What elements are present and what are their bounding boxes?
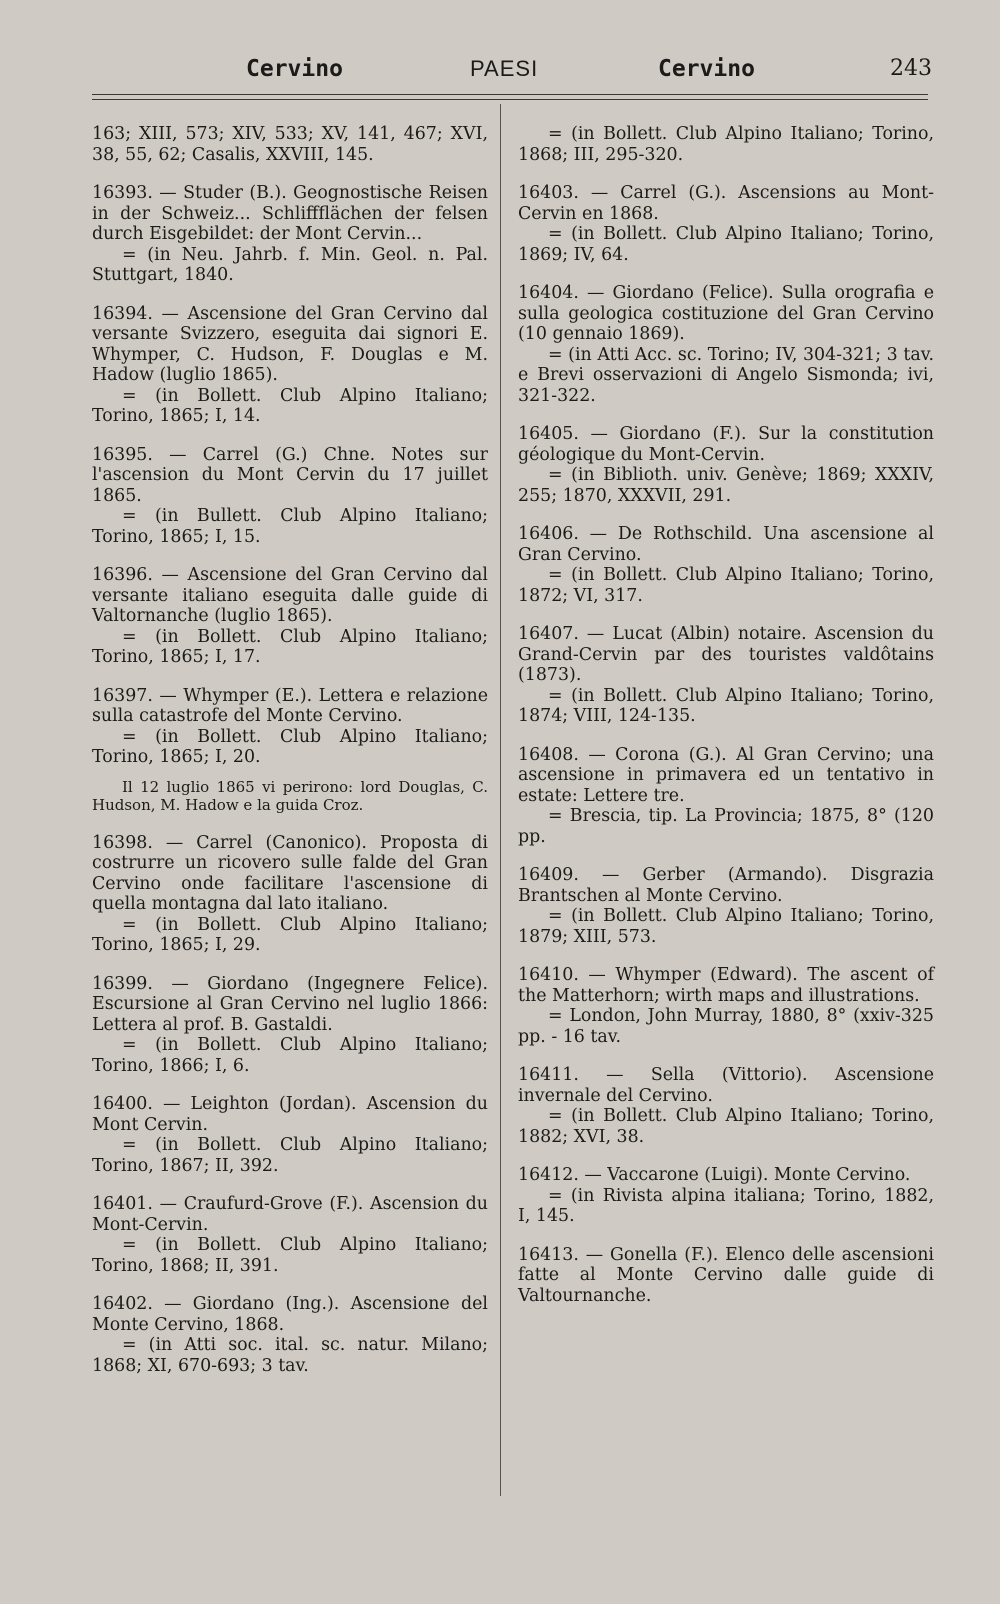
- entry-text: 16405. — Giordano (F.). Sur la constitution géologique du Mont-Cervin.: [518, 424, 934, 465]
- entry-text: = (in Bollett. Club Alpino Italiano; Torino, 1868; III, 295-320.: [518, 124, 934, 165]
- entry-text: 16407. — Lucat (Albin) notaire. Ascension du Grand-Cervin par des touristes valdôtains (1873).: [518, 624, 934, 685]
- entry-publication: = (in Bollett. Club Alpino Italiano; Torino, 1882; XVI, 38.: [518, 1106, 934, 1147]
- entry-publication: = (in Bullett. Club Alpino Italiano; Torino, 1865; I, 15.: [92, 506, 488, 547]
- entry-publication: = (in Bollett. Club Alpino Italiano; Torino, 1867; II, 392.: [92, 1135, 488, 1176]
- entry-16411: [518, 1065, 934, 1147]
- entry-publication: = (in Bollett. Club Alpino Italiano; Torino, 1865; I, 20.: [92, 726, 488, 767]
- running-header: [0, 56, 1000, 96]
- entry-text: 16399. — Giordano (Ingegnere Felice). Escursione al Gran Cervino nel luglio 1866: Lettera al prof. B. Gastaldi.: [92, 973, 488, 1035]
- entry-text: 16411. — Sella (Vittorio). Ascensione invernale del Cervino.: [518, 1065, 934, 1106]
- header-right-title: Cervino: [658, 56, 755, 82]
- entry-16403: [518, 183, 934, 265]
- entry-text: 16404. — Giordano (Felice). Sulla orografia e sulla geologica costituzione del Gran Cervino (10 gennaio 1869).: [518, 283, 934, 344]
- entry-text: 16394. — Ascensione del Gran Cervino dal versante Svizzero, eseguita dai signori E. Whymper, C. Hudson, F. Douglas e M. Hadow (luglio 1865).: [92, 303, 488, 385]
- entry-16397: [92, 686, 488, 768]
- entry-publication: = (in Bollett. Club Alpino Italiano; Torino, 1865; I, 14.: [92, 385, 488, 426]
- header-section-title: PAESI: [470, 56, 539, 81]
- page-number: 243: [890, 56, 932, 81]
- entry-continued: [518, 124, 934, 165]
- entry-16398: [92, 833, 488, 956]
- entry-publication: = (in Bollett. Club Alpino Italiano; Torino, 1866; I, 6.: [92, 1035, 488, 1076]
- entry-publication: = (in Neu. Jahrb. f. Min. Geol. n. Pal. Stuttgart, 1840.: [92, 244, 488, 285]
- entry-text: 16401. — Craufurd-Grove (F.). Ascension du Mont-Cervin.: [92, 1194, 488, 1235]
- header-left-title: Cervino: [246, 56, 343, 82]
- entry-16395: [92, 445, 488, 548]
- entry-publication: = (in Bollett. Club Alpino Italiano; Torino, 1869; IV, 64.: [518, 224, 934, 265]
- entry-publication: = (in Bollett. Club Alpino Italiano; Torino, 1874; VIII, 124-135.: [518, 685, 934, 726]
- entry-16404: [518, 283, 934, 406]
- entry-text: 16398. — Carrel (Canonico). Proposta di costrurre un ricovero sulle falde del Gran Cervino onde facilitare l'ascensione di quella montagna dal lato italiano.: [92, 832, 488, 914]
- entry-publication: = (in Atti soc. ital. sc. natur. Milano; 1868; XI, 670-693; 3 tav.: [92, 1335, 488, 1376]
- entry-text: 16402. — Giordano (Ing.). Ascensione del Monte Cervino, 1868.: [92, 1294, 488, 1335]
- entry-publication: = (in Atti Acc. sc. Torino; IV, 304-321; 3 tav. e Brevi osservazioni di Angelo Sismonda; ivi, 321-322.: [518, 344, 934, 406]
- entry-16413: [518, 1245, 934, 1307]
- entry-16412: [518, 1165, 934, 1227]
- entry-16405: [518, 424, 934, 506]
- entry-16399: [92, 974, 488, 1077]
- entry-16401: [92, 1194, 488, 1276]
- entry-publication: = (in Rivista alpina italiana; Torino, 1882, I, 145.: [518, 1185, 934, 1226]
- entry-text: 16395. — Carrel (G.) Chne. Notes sur l'ascension du Mont Cervin du 17 juillet 1865.: [92, 444, 488, 506]
- entry-publication: = (in Bollett. Club Alpino Italiano; Torino, 1872; VI, 317.: [518, 565, 934, 606]
- entry-publication: = (in Bollett. Club Alpino Italiano; Torino, 1865; I, 29.: [92, 914, 488, 955]
- column-divider: [500, 104, 501, 1496]
- entry-continued: [92, 124, 488, 165]
- entry-16393: [92, 183, 488, 286]
- entry-publication: = Brescia, tip. La Provincia; 1875, 8° (120 pp.: [518, 806, 934, 847]
- entry-publication: = (in Bollett. Club Alpino Italiano; Torino, 1865; I, 17.: [92, 626, 488, 667]
- entry-16396: [92, 565, 488, 668]
- left-column: [92, 124, 488, 1394]
- right-column: [518, 124, 934, 1324]
- entry-text: 16400. — Leighton (Jordan). Ascension du Mont Cervin.: [92, 1094, 488, 1135]
- entry-16408: [518, 745, 934, 848]
- entry-text: 16408. — Corona (G.). Al Gran Cervino; una ascensione in primavera ed un tentativo in estate: Lettere tre.: [518, 744, 934, 806]
- entry-16410: [518, 965, 934, 1047]
- entry-16407: [518, 624, 934, 727]
- entry-publication: = (in Bollett. Club Alpino Italiano; Torino, 1879; XIII, 573.: [518, 906, 934, 947]
- entry-16394: [92, 304, 488, 427]
- header-rule: [92, 94, 928, 95]
- entry-text: 16409. — Gerber (Armando). Disgrazia Brantschen al Monte Cervino.: [518, 865, 934, 906]
- header-rule-thin: [92, 99, 928, 100]
- entry-publication: = London, John Murray, 1880, 8° (xxiv-325 pp. - 16 tav.: [518, 1006, 934, 1047]
- entry-text: 16393. — Studer (B.). Geognostische Reisen in der Schweiz... Schliffflächen der felsen durch Eisgebildet: der Mont Cervin...: [92, 183, 488, 244]
- entry-text: 16410. — Whymper (Edward). The ascent of the Matterhorn; wirth maps and illustrations.: [518, 965, 934, 1006]
- entry-publication: = (in Bollett. Club Alpino Italiano; Torino, 1868; II, 391.: [92, 1235, 488, 1276]
- entry-16402: [92, 1294, 488, 1376]
- entry-text: 16412. — Vaccarone (Luigi). Monte Cervino.: [518, 1165, 911, 1185]
- entry-16400: [92, 1094, 488, 1176]
- entry-text: 16406. — De Rothschild. Una ascensione al Gran Cervino.: [518, 524, 934, 565]
- entry-note: Il 12 luglio 1865 vi perirono: lord Douglas, C. Hudson, M. Hadow e la guida Croz.: [92, 777, 488, 814]
- entry-text: 16413. — Gonella (F.). Elenco delle ascensioni fatte al Monte Cervino dalle guide di Valtournanche.: [518, 1244, 934, 1306]
- entry-publication: = (in Biblioth. univ. Genève; 1869; XXXIV, 255; 1870, XXXVII, 291.: [518, 465, 934, 506]
- entry-text: 163; XIII, 573; XIV, 533; XV, 141, 467; XVI, 38, 55, 62; Casalis, XXVIII, 145.: [92, 124, 488, 165]
- entry-text: 16396. — Ascensione del Gran Cervino dal versante italiano eseguita dalle guide di Valtornanche (luglio 1865).: [92, 565, 488, 626]
- entry-16409: [518, 865, 934, 947]
- entry-text: 16397. — Whymper (E.). Lettera e relazione sulla catastrofe del Monte Cervino.: [92, 685, 488, 726]
- entry-16406: [518, 524, 934, 606]
- entry-text: 16403. — Carrel (G.). Ascensions au Mont-Cervin en 1868.: [518, 183, 934, 224]
